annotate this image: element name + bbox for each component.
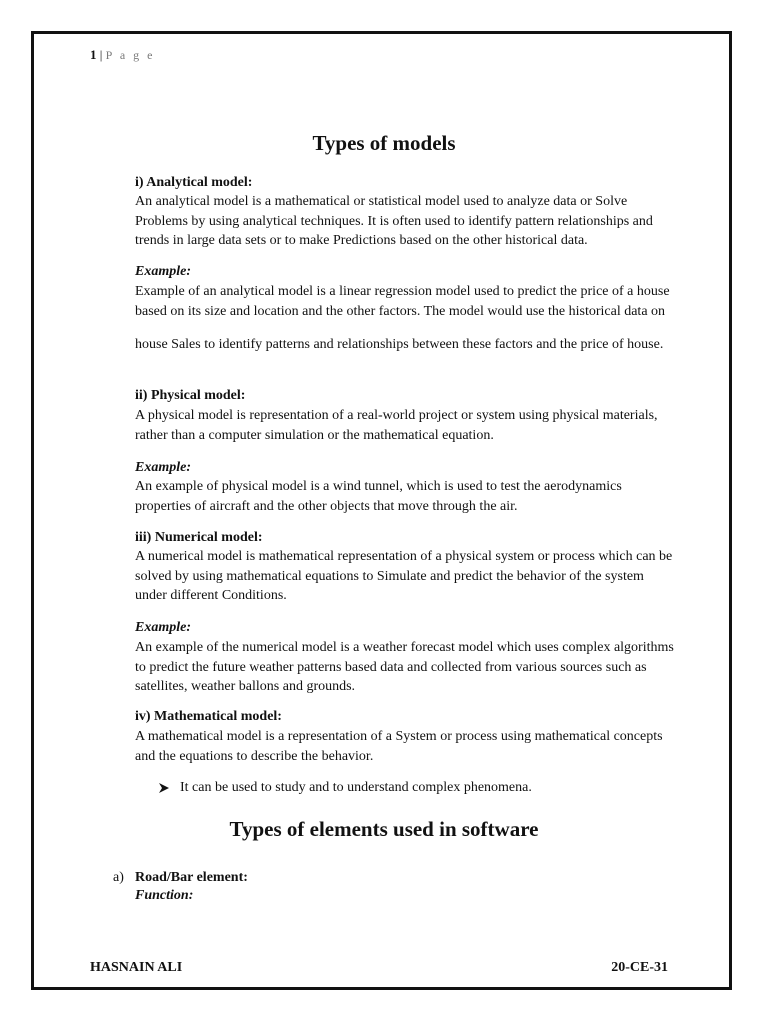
physical-example-body: An example of physical model is a wind tunnel, which is used to test the aerodynamics properties of aircraft and the other objects that move through the air. (135, 479, 622, 514)
page-number-header (90, 47, 155, 63)
bullet-item (158, 780, 532, 796)
title-types-of-models: Types of models (312, 131, 456, 155)
analytical-example-body-1: Example of an analytical model is a linear regression model used to predict the price of a house based on its size and location and the other factors. The model would use the historical data on (135, 284, 670, 319)
page-separator: | (96, 47, 106, 62)
section-title-analytical: i) Analytical model: (135, 175, 253, 190)
footer-author: HASNAIN ALI (90, 960, 183, 975)
page-word: P a g e (105, 48, 155, 62)
analytical-example-body-2: house Sales to identify patterns and relationships between these factors and the price of house. (135, 337, 664, 352)
numerical-body: A numerical model is mathematical representation of a physical system or process which can be solved by using mathematical equations to Simulate and predict the behavior of the system under different Conditions. (135, 549, 673, 604)
arrow-bullet-icon (158, 782, 170, 794)
footer-roll-number: 20-CE-31 (611, 960, 668, 975)
element-a-subtitle: Function: (135, 888, 194, 903)
analytical-body: An analytical model is a mathematical or statistical model used to analyze data or Solve Problems by using analytical techniques. It is often used to identify pattern relationships and trends in large data sets or to make Predictions based on the other historical data. (135, 194, 653, 249)
section-title-numerical: iii) Numerical model: (135, 530, 263, 545)
page-number: 1 (90, 47, 97, 62)
element-a-title: Road/Bar element: (135, 870, 248, 885)
bullet-text: It can be used to study and to understand complex phenomena. (180, 780, 532, 795)
physical-example-label: Example: (135, 460, 191, 475)
title-types-of-elements: Types of elements used in software (229, 817, 539, 841)
analytical-example-label: Example: (135, 264, 191, 279)
numerical-example-label: Example: (135, 620, 191, 635)
list-marker-a: a) (113, 870, 124, 885)
section-title-mathematical: iv) Mathematical model: (135, 709, 282, 724)
physical-body: A physical model is representation of a real-world project or system using physical materials, rather than a computer simulation or the mathematical equation. (135, 408, 658, 443)
section-title-physical: ii) Physical model: (135, 388, 246, 403)
numerical-example-body: An example of the numerical model is a weather forecast model which uses complex algorithms to predict the future weather patterns based data and collected from various sources such as satellites, weather ballons and grounds. (135, 640, 674, 695)
mathematical-body: A mathematical model is a representation of a System or process using mathematical concepts and the equations to describe the behavior. (135, 729, 663, 764)
